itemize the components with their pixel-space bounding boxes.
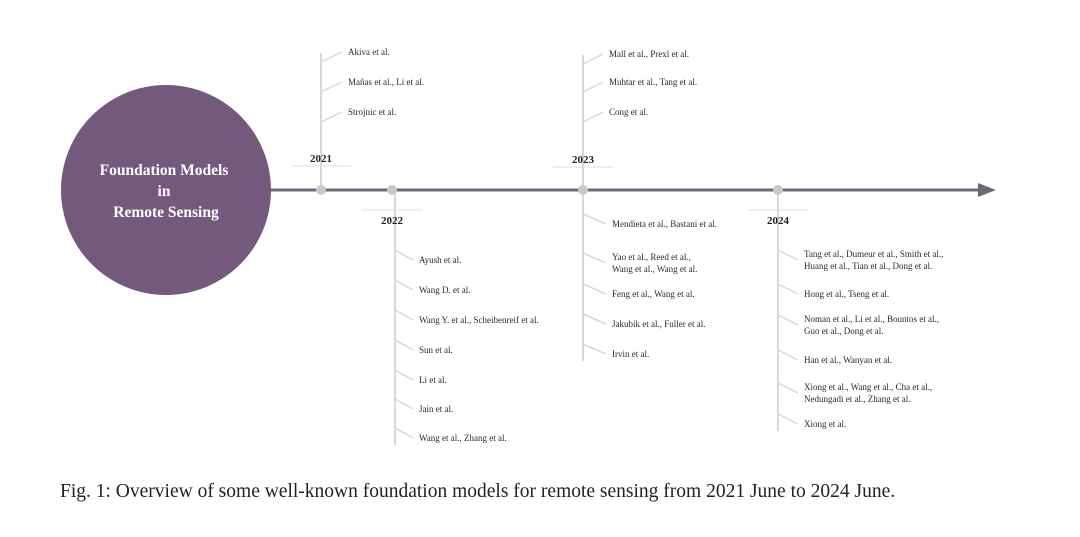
entry-label: Wang et al., Zhang et al. <box>419 433 507 443</box>
hub-title-line-3: Remote Sensing <box>113 204 219 221</box>
entry-label: Guo et al., Dong et al. <box>804 326 884 336</box>
hub-title-line-2: in <box>157 183 171 200</box>
entry-label: Yao et al., Reed et al., <box>612 252 691 262</box>
entry-label: Xiong et al. <box>804 419 847 429</box>
year-node-2023 <box>578 185 588 195</box>
entry-label: Mañas et al., Li et al. <box>348 77 424 87</box>
figure-caption: Fig. 1: Overview of some well-known foundation models for remote sensing from 2021 June to 2024 June. <box>60 481 896 502</box>
timeline-arrowhead <box>978 183 996 197</box>
year-node-2021 <box>316 185 326 195</box>
entry-label: Hong et al., Tseng et al. <box>804 289 890 299</box>
entry-labels <box>348 47 943 443</box>
branch-connector <box>583 284 606 294</box>
year-label-2022: 2022 <box>381 215 403 227</box>
year-label-2021: 2021 <box>310 153 332 165</box>
entry-label: Xiong et al., Wang et al., Cha et al., <box>804 382 933 392</box>
entry-label: Wang et al., Wang et al. <box>612 264 698 274</box>
entry-label: Noman et al., Li et al., Bountos et al., <box>804 314 939 324</box>
branch-connector <box>778 414 798 424</box>
entry-label: Feng et al., Wang et al. <box>612 289 695 299</box>
branch-connector <box>395 428 413 438</box>
branch-connector <box>395 280 413 290</box>
entry-label: Jain et al. <box>419 404 454 414</box>
branch-connector <box>583 82 603 92</box>
branch-connector <box>321 52 342 62</box>
branch-connector <box>583 253 606 263</box>
entry-label: Mall et al., Prexl et al. <box>609 49 689 59</box>
entry-label: Sun et al. <box>419 345 453 355</box>
branch-connector <box>395 310 413 320</box>
entry-label: Irvin et al. <box>612 349 650 359</box>
branch-connector <box>583 214 606 224</box>
entry-label: Huang et al., Tian et al., Dong et al. <box>804 261 933 271</box>
branch-connector <box>395 370 413 380</box>
branch-connector <box>583 314 606 324</box>
entry-label: Strojnic et al. <box>348 107 397 117</box>
entry-label: Wang Y. et al., Scheibenreif et al. <box>419 315 539 325</box>
branch-connector <box>778 284 798 294</box>
branch-connector <box>395 340 413 350</box>
branch-connector <box>778 250 798 260</box>
entry-label: Wang D. et al. <box>419 285 471 295</box>
entry-label: Han et al., Wanyan et al. <box>804 355 893 365</box>
branch-connector <box>583 344 606 354</box>
branch-connector <box>395 399 413 409</box>
hub-title-line-1: Foundation Models <box>99 162 229 179</box>
branch-connector <box>395 250 413 260</box>
entry-label: Nedungadi et al., Zhang et al. <box>804 394 911 404</box>
year-label-2024: 2024 <box>767 215 789 227</box>
branch-connector <box>583 54 603 64</box>
entry-label: Cong et al. <box>609 107 649 117</box>
branch-connector <box>778 350 798 360</box>
year-node-2024 <box>773 185 783 195</box>
year-label-2023: 2023 <box>572 154 594 166</box>
entry-label: Muhtar et al., Tang et al. <box>609 77 698 87</box>
branch-connector <box>321 112 342 122</box>
entry-label: Mendieta et al., Bastani et al. <box>612 219 717 229</box>
entry-label: Ayush et al. <box>419 255 462 265</box>
branch-connector <box>778 315 798 325</box>
branch-connector <box>778 383 798 393</box>
year-node-2022 <box>387 185 397 195</box>
branch-connector <box>321 82 342 92</box>
entry-label: Li et al. <box>419 375 447 385</box>
entry-label: Jakubik et al., Fuller et al. <box>612 319 706 329</box>
entry-label: Tang et al., Dumeur et al., Smith et al., <box>804 249 944 259</box>
entry-label: Akiva et al. <box>348 47 390 57</box>
branch-connector <box>583 112 603 122</box>
